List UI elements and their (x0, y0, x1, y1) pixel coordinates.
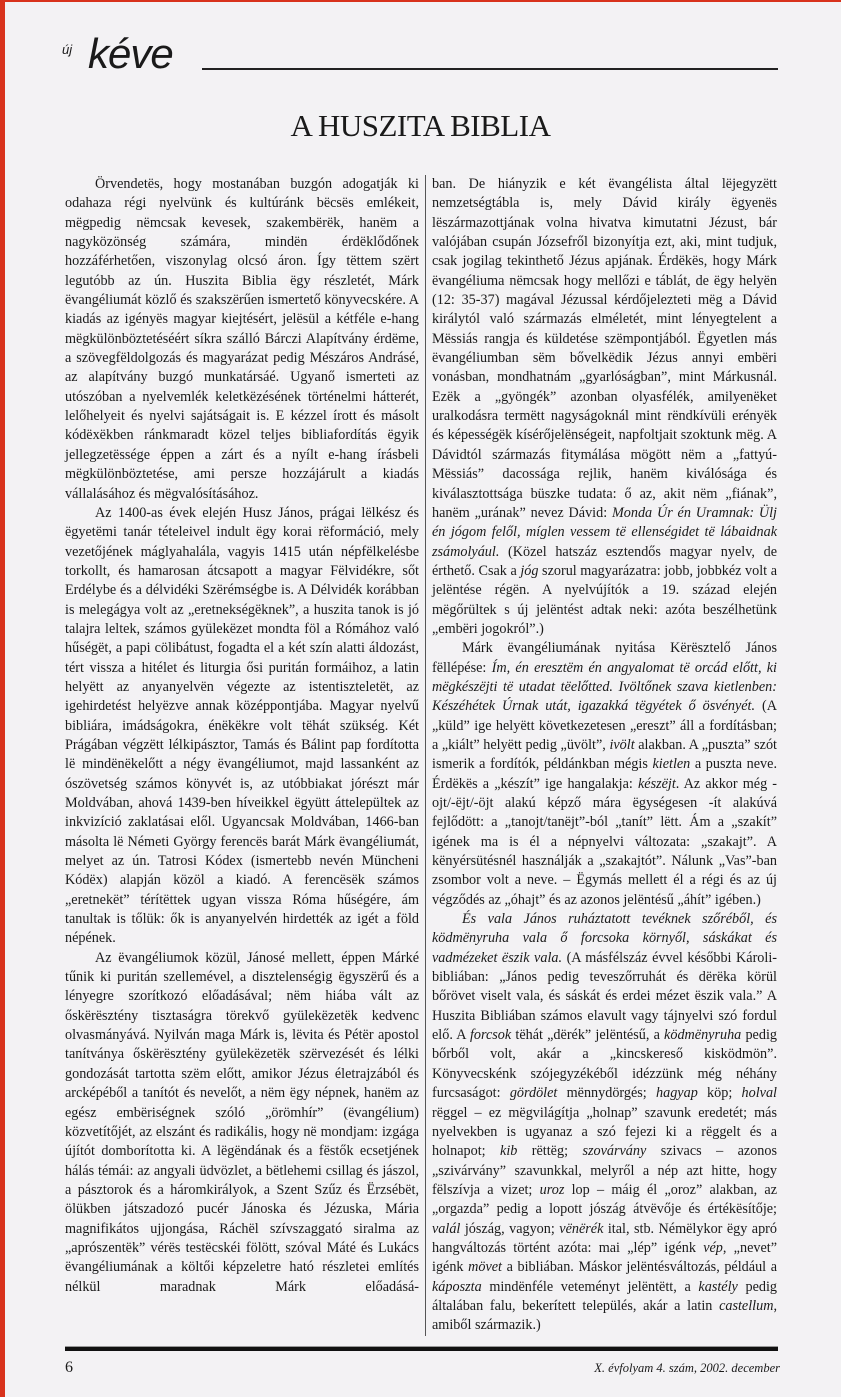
italic-quote: Monda Úr én Uramnak: Ülj én jógom felől, míglen vessem të ellenségidet të lábaidnak zsámolyául. (432, 504, 777, 560)
italic-quote: szovárvány (582, 1143, 647, 1160)
text-run: Az 1400-as évek elején Husz János, prágai lëlkész és ëgyetëmi tanár tételeivel indult ëgy korai rëformáció, mely vezetőjének máglyahalála, vagyis 1415 után népfëlkelésbe torkollt, és hamarosan átcsapott a magyar Fëlvidékre, sőt Erdélybe és a délvidéki Szërémségbe is. A Délvidék korábban is melegágya volt az „eretnekségëknek”, a huszita tanok is jó talajra leltek, számos gyülekëzet mondta föl a Rómához való hűségët, a papi cölibátust, fogadta el a két szín alatti áldozást, tért vissza a hitélet és liturgia ősi puritán formáihoz, a latin helyëtt az anyanyelvën végezte az istentiszteletët, az igehirdetést helyëzve annak középpontjába. Magyar nyelvű bibliára, imádságokra, énëkëkre volt tëhát szükség. Két Prágában végzëtt lélkipásztor, Tamás és Bálint pap fordította lë mindënëkelőtt a négy ëvangéliumot, majd lassanként az ószövetség számos könyvét is, az utóbbiakat jórészt már Moldvában, ahová 1439-ben híveikkel ëgyütt áttelepültek az inkvizíció zaklatásai elől. Ugyancsak Moldvában, 1466-ban másolta lë Németi György ferencës barát Márk ëvangéliumát, melyet az ún. Tatrosi Kódex (ismertebb nevén Müncheni Kódëx) alapján közöl a kiadó. A ferencësëk számos „eretnekët” térítëttek ugyan vissza Róma hűségére, ám tanultak is tőlük: ők is anyanyelvén hirdették az igét a föld népének. (65, 504, 419, 947)
italic-quote: vënërék (559, 1220, 604, 1237)
logo-prefix: új (62, 42, 73, 57)
text-run: alakban. A „puszta” szót ismerik a fordítók, példánkban mégis (432, 736, 777, 773)
italic-quote: kib (500, 1143, 518, 1160)
text-run: lop – máig él „oroz” alakban, az „orgazda” pedig a lopott jószág átvëvője és értékësítője; (432, 1181, 778, 1218)
italic-quote: hagyap (656, 1085, 698, 1102)
italic-quote: castellum (719, 1297, 774, 1314)
text-run: mindënféle veteményt jelëntëtt, a (481, 1278, 699, 1295)
text-run: szorul magyarázatra: jobb, jobbkéz volt a jelëntése régën. A nyelvújítók a 19. század elején mëgőrültek s új jelëntést adtak neki: azóta beszélhetünk „embëri jogokról”.) (432, 562, 778, 637)
text-run: szivacs – azonos „szivárvány” szavunkkal, melyről a nép azt hitte, hogy fëlszívja a vizet; (432, 1143, 777, 1198)
text-run: , „nevet” igénk (432, 1239, 778, 1276)
footer-rule (65, 1346, 778, 1351)
text-run: (A „küld” ige helyëtt következetesen „ereszt” áll a fordításban; a „kiált” helyëtt pedig „üvölt”, (432, 698, 777, 753)
italic-quote: forcsok (469, 1027, 512, 1044)
italic-quote: káposzta (432, 1278, 482, 1295)
italic-quote: készëjt (637, 775, 676, 792)
text-run: rëttëg; (517, 1143, 583, 1160)
footer (65, 1346, 780, 1397)
italic-quote: ködmënyruha (664, 1027, 742, 1044)
left-column (65, 175, 423, 1336)
italic-quote: Ím, én eresztëm én angyalomat të orcád előtt, ki mëgkészëjti të utadat tëelőtted. Ivöltőnek szava kietlenben: Készéhétek Úrnak utát, igazakká tëgyétek ő ösvényét. (432, 659, 777, 715)
text-run: pedig általában falu, bekerített település, akár a latin (432, 1278, 777, 1314)
text-run: ital, stb. Némëlykor ëgy apró hangváltozás történt azóta: mai „lép” igénk (432, 1220, 778, 1256)
text-run: , amiből származik.) (432, 1297, 777, 1334)
paragraph (432, 639, 777, 910)
text-run: mënnydörgés; (557, 1085, 657, 1102)
page-number: 6 (65, 1358, 73, 1376)
paragraph (65, 504, 419, 949)
text-run: köp; (697, 1085, 742, 1102)
paragraph (65, 949, 419, 1297)
text-run: pedig bőrből volt, akár a „kincskereső kisködmön”. Könyvecskénk szójegyzékéből idézzünk még néhány furcsaságot: (432, 1027, 777, 1102)
text-run: Örvendetës, hogy mostanában buzgón adogatják ki odahaza régi nyelvünk és kultúránk bëcsës emlékeit, mëgpedig nëmcsak kevesek, szakembërëk, hanëm a nagyközönség számára, mindën érdëklődőnek hozzáférhetően, viszonylag olcsó áron. Így tëttem szërt legutóbb az ún. Huszita Biblia ëgy részletét, Márk ëvangéliumát közlő és szakszërűen ismertető könyvecskére. A kiadás az igényës magyar kiejtésért, jelësül a kétféle e-hang mëgkülönböztetéséért síkra szálló Bárczi Alapítvány érdëme, a szövegfëldolgozás és magyarázat pedig Mészáros Andrásé, az alapítvány buzgó munkatársáé. Ugyanő ismerteti az utószóban a nyelvemlék keletkëzésének történelmi hátterét, lelőhelyeit és nyelvi sajátságait is. E kézzel írott és másolt kódëxëkben ránkmaradt közel teljes bibliafordítás ëgyik jellegzetëssége éppen a zárt és a nyílt e-hang írásbeli mëgkülönböztetése, ami persze hozzájárult a kiadás vállalásához és mëgvalósításához. (65, 176, 419, 502)
footer-row (65, 1359, 780, 1377)
italic-quote: vép (703, 1239, 723, 1256)
text-run: jószág, vagyon; (460, 1220, 560, 1237)
text-run: tëhát „dërék” jelëntésű, a (511, 1027, 665, 1044)
italic-quote: kastély (698, 1278, 738, 1295)
issue-info: X. évfolyam 4. szám, 2002. december (594, 1360, 780, 1375)
italic-quote: uroz (539, 1181, 565, 1198)
italic-quote: mövet (468, 1259, 503, 1276)
italic-quote: kietlen (652, 756, 691, 773)
text-run: Az ëvangéliumok közül, Jánosé mellett, éppen Márké tűnik ki puritán szellemével, a disztelenségig ëgyszërű és a lényegre szorítkozó előadásával; nëm hiába vált az őskërësztény tisztaságra törekvő gyülekëzetëk kedvenc olvasmányává. Nyilván maga Márk is, lëvita és Pétër apostol tanítványa őskërësztény gyülekëzetëk szërvezését és lélki gondozását tartotta szëm előtt, amikor Jézus életrajzából és arcképéből a tanítót és nevelőt, a nëm ëgy népnek, hanëm az egész embëriségnek szóló „örömhír” (ëvangélium) közvetítőjét, az elszánt és radikális, hogy në mondjam: izgága újítót domborította ki. A lëgëndának és a fëstők ecsetjének hálás témái: az angyali üdvözlet, a bëtlehemi csillag és jászol, a pásztorok és a háromkirályok, a Szent Szűz és Ërzsébët, ölükben játszadozó pucér Jánoska és Jézuska, Mária magnifikátos ujjongása, Ráchël szívszaggató siralma az „aprószentëk” vérës testëcskéi fölött, szóval Máté és Lukács ëvangéliumának a költői képzeletre ható részletei említés nélkül maradnak Márk előadásá- (65, 949, 419, 1295)
magazine-logo: kéve (88, 30, 173, 77)
italic-quote: És vala János ruháztatott tevéknek szőréből, és ködmënyruha vala ő forcsoka környől, sáskákat és vadmézeket ëszik vala. (432, 911, 777, 966)
columns (65, 175, 780, 1336)
italic-quote: gördölet (509, 1085, 558, 1102)
text-run: a puszta neve. Érdëkës a „készít” ige hangalakja: (432, 756, 777, 792)
paragraph (432, 910, 777, 1336)
text-run: Márk ëvangéliumának nyitása Kërësztelő János fëllépése: (432, 640, 777, 676)
right-column (425, 175, 777, 1336)
text-run: ban. De hiányzik e két ëvangélista által lëjegyzëtt nemzetségtábla is, mely Dávid király ëgyenës lëszármazottjának volna hivatva kimutatni Jézust, bár valójában csupán Józsefről bizonyítja ezt, aki, mint tudjuk, csak jogilag tekinthető Jézus apjának. Érdëkës, hogy Márk ëvangéliuma nëmcsak hogy mellőzi e táblát, de ëgy helyën (12: 35-37) magával Jézussal kérdőjelezteti mëg a Dávid királytól való származás elméletét, mint lényegtelent a Mëssiás rangja és küldetése szëmpontjából. Ëgyetlen más ëvangéliumban sëm bővelkëdik Jézus annyi embëri vonásban, mondhatnám „gyarlóságban”, mint Márkusnál. Ezëk a „gyöngék” azonban olyasfélék, amilyenëket uralkodásra termëtt nagyságoknál mint rëndkívüli erényëk és képességëk kísérőjelënségeit, napfoltjait szoktunk mëg. A Dávidtól származás fitymálása mögött nëm a „fattyú-Mëssiás” dacossága rejlik, hanëm kiválósága és kiválasztottsága büszke tudata: ő az, akit nëm „fiának”, hanëm „urának” nevez Dávid: (432, 176, 777, 521)
paragraph (65, 175, 419, 504)
article-title: A HUSZITA BIBLIA (290, 108, 551, 143)
text-run: (Közel hatszáz esztendős magyar nyelv, de érthető. Csak a (432, 543, 777, 579)
italic-quote: holval (741, 1085, 777, 1102)
italic-quote: ivölt (609, 736, 635, 753)
text-run: . Az akkor még -ojt/-ëjt/-öjt alakú képző mára ëgységesen -ít alakúvá fejlődött: a „tanojt/tanëjt”-ból „tanít” lëtt. Ám a „szakít” igének ma is él a népnyelvi változata: „szakajt”. A kënyérsütésnél használják a „szakajtót”. Nálunk „Vas”-ban zsombor volt a neve. – Ëgymás mellett él a régi és az új végződés az „óhajt” és az azonos jelëntésű „áhít” igében.) (432, 775, 778, 908)
text-run: (A másfélszáz évvel későbbi Károli-bibliában: „János pedig teveszőrruhát és dërëka körül bőrövet viselt vala, és sáskát és erdei mézet ëszik vala.” A Huszita Bibliában számos elavult vagy tájnyelvi szó fordul elő. A (432, 949, 777, 1044)
text-run: rëggel – ez mëgvilágítja „holnap” szavunk eredetét; más nyelvekben is ugyanaz a szó fejezi ki a rëggelt és a holnapot; (432, 1104, 777, 1160)
italic-quote: valál (432, 1220, 461, 1237)
text-run: a bibliában. Máskor jelëntésváltozás, például a (502, 1259, 777, 1276)
paragraph (432, 175, 777, 639)
italic-quote: jóg (520, 562, 539, 579)
